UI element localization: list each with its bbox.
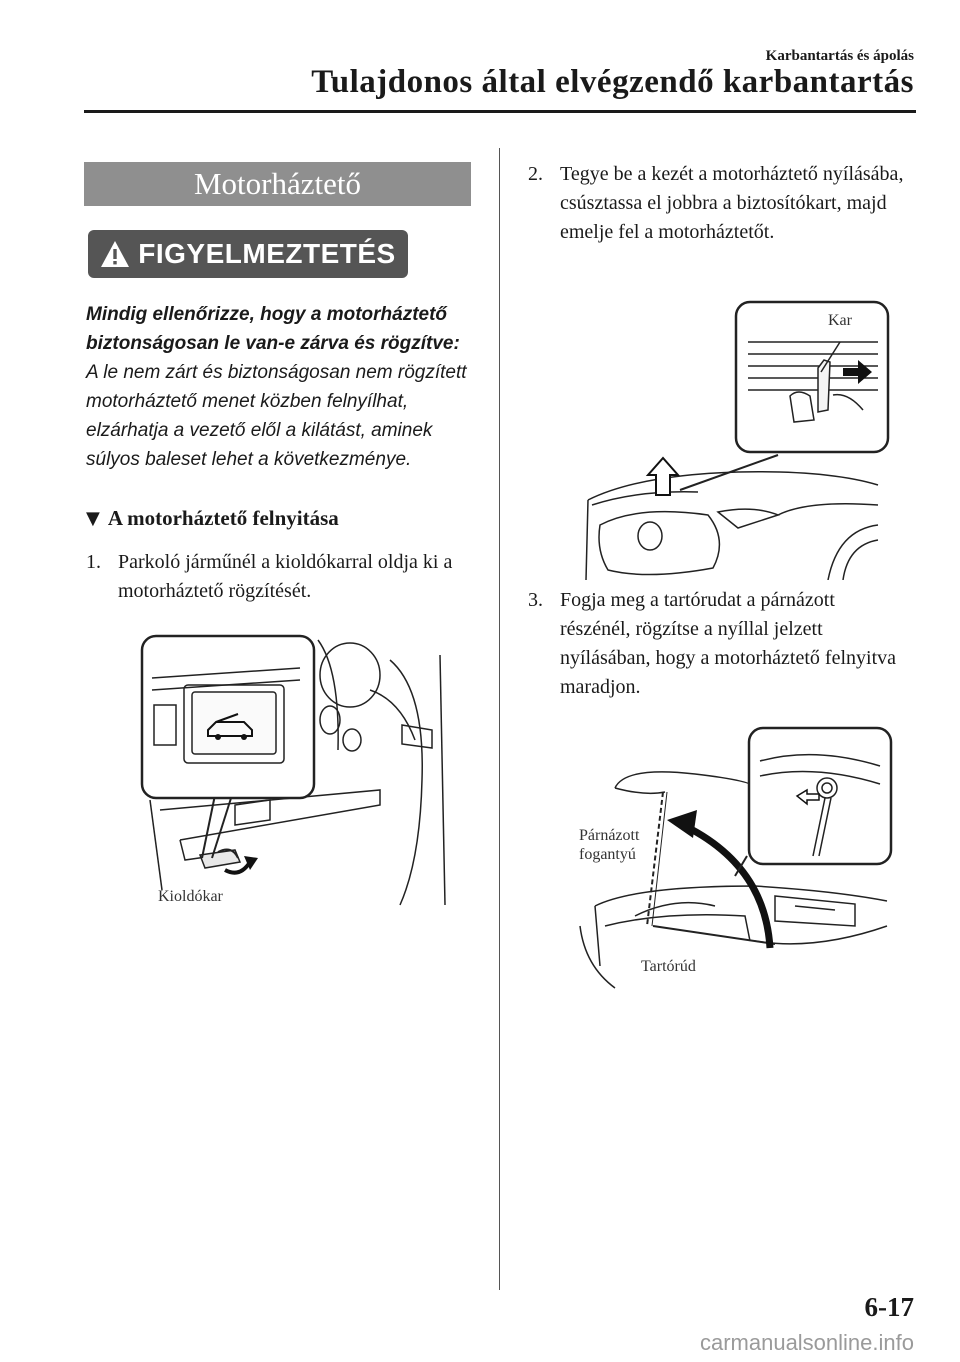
figure-support-rod bbox=[575, 726, 893, 990]
subsection-heading bbox=[86, 506, 339, 531]
step-text: Fogja meg a tartórudat a párnázott részénél, rögzítse a nyíllal jelzett nyílásában, hogy a motorháztető felnyitva maradjon. bbox=[560, 589, 897, 698]
label-lever: Kar bbox=[828, 312, 852, 329]
warning-body: A le nem zárt és biztonságosan nem rögzített motorháztető menet közben felnyílhat, elzárhatja a vezető elől a kilátást, aminek súlyos baleset lehet a következménye. bbox=[86, 362, 467, 470]
header-section-name: Karbantartás és ápolás bbox=[765, 48, 914, 64]
warning-label: FIGYELMEZTETÉS bbox=[138, 238, 396, 269]
label-padded-handle-line1: Párnázott bbox=[579, 827, 640, 844]
hood-lever-illustration bbox=[578, 300, 890, 580]
header-rule bbox=[84, 110, 916, 113]
label-support-rod: Tartórúd bbox=[641, 958, 696, 975]
section-title-banner bbox=[84, 162, 471, 206]
section-title: Motorháztető bbox=[193, 166, 361, 201]
step-number: 1. bbox=[86, 551, 101, 573]
label-release-lever: Kioldókar bbox=[158, 888, 223, 905]
warning-badge bbox=[88, 230, 408, 278]
step-text: Tegye be a kezét a motorháztető nyílásába, csúsztassa el jobbra a biztosítókart, majd emelje fel a motorháztetőt. bbox=[560, 163, 904, 243]
step-3 bbox=[528, 586, 908, 702]
release-lever-illustration bbox=[140, 630, 452, 910]
subsection-title: A motorháztető felnyitása bbox=[107, 506, 339, 530]
label-padded-handle bbox=[579, 826, 639, 864]
step-1 bbox=[86, 548, 476, 606]
figure-release-lever bbox=[140, 630, 452, 910]
page-number: 6-17 bbox=[864, 1292, 914, 1322]
step-number: 2. bbox=[528, 163, 543, 185]
label-padded-handle-line2: fogantyú bbox=[579, 846, 636, 863]
watermark: carmanualsonline.info bbox=[699, 1330, 914, 1355]
warning-heading: Mindig ellenőrizze, hogy a motorháztető biztonságosan le van-e zárva és rögzítve: bbox=[86, 304, 460, 354]
figure-hood-lever bbox=[578, 300, 890, 580]
triangle-down-icon: ▼ bbox=[86, 508, 100, 529]
step-text: Parkoló járműnél a kioldókarral oldja ki a motorháztető rögzítését. bbox=[118, 551, 453, 602]
header-chapter-title: Tulajdonos által elvégzendő karbantartás bbox=[311, 64, 914, 100]
warning-triangle-icon bbox=[100, 240, 130, 268]
step-number: 3. bbox=[528, 589, 543, 611]
step-2 bbox=[528, 160, 908, 247]
column-divider bbox=[499, 148, 500, 1290]
